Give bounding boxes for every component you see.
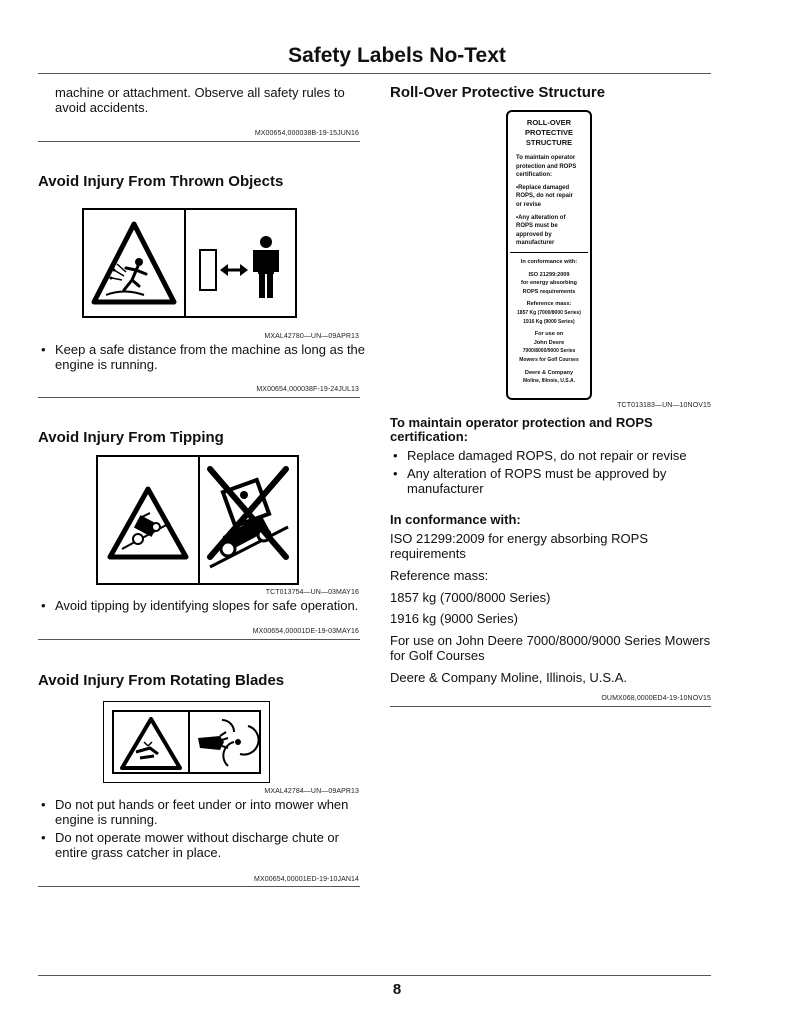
bullet-text: Do not put hands or feet under or into mower when xyxy=(55,797,349,812)
rotating-blades-inner-frame xyxy=(112,710,261,774)
rops-label-line: 1857 Kg (7000/8000 Series) xyxy=(517,309,581,316)
bullet-text: Do not operate mower without discharge chute or xyxy=(55,830,339,845)
rops-label-line: For use on xyxy=(534,331,564,338)
bullet-text: Avoid tipping by identifying slopes for safe operation. xyxy=(55,598,359,613)
rops-label-conformance xyxy=(510,258,588,386)
rops-label-divider xyxy=(510,252,588,253)
rollover-prohibited-icon xyxy=(200,457,296,582)
rotating-blades-ref-code: MX00654,00001ED-19-10JAN14 xyxy=(254,876,359,883)
warning-triangle-blades-icon xyxy=(114,712,188,774)
rotating-blades-bullet2-line1 xyxy=(41,830,339,845)
intro-text-line2: avoid accidents. xyxy=(55,100,149,115)
rops-label-line: or revise xyxy=(516,201,542,208)
intro-ref-code: MX00654,000038B-19-15JUN16 xyxy=(254,130,359,137)
rops-mass-7000-8000: 1857 kg (7000/8000 Series) xyxy=(390,590,551,605)
rops-label-line: 7000/8000/9000 Series xyxy=(522,348,576,355)
tipping-warning-panel xyxy=(98,457,200,583)
bullet-text: Keep a safe distance from the machine as long as the xyxy=(55,342,366,357)
thrown-objects-warning-panel xyxy=(84,210,186,316)
rops-use-line1: For use on John Deere 7000/8000/9000 Series Mowers xyxy=(390,633,711,648)
rops-label-line: 1916 Kg (9000 Series) xyxy=(523,318,575,325)
rops-heading: Roll-Over Protective Structure xyxy=(390,84,606,101)
rops-label-line: ROPS, do not repair xyxy=(516,193,574,200)
bullet-dot: • xyxy=(393,466,398,481)
rops-label-title xyxy=(516,118,582,148)
rops-label-line: ISO 21299:2009 xyxy=(528,271,570,278)
tipping-rollover-panel xyxy=(200,457,296,583)
thrown-objects-distance-panel xyxy=(186,210,294,316)
rops-reference-mass: Reference mass: xyxy=(390,568,489,583)
rops-label-line: certification: xyxy=(516,172,553,179)
tipping-bullet xyxy=(41,598,359,613)
intro-text-line1: machine or attachment. Observe all safety rules to xyxy=(55,85,345,100)
rops-bullet2-line2: manufacturer xyxy=(407,481,484,496)
rops-label-line: In conformance with: xyxy=(520,259,578,265)
warning-triangle-thrown-icon xyxy=(84,210,184,315)
rops-label-title-line1: ROLL-OVER xyxy=(526,118,572,127)
thrown-objects-image-ref: MXAL42780—UN—09APR13 xyxy=(264,333,359,340)
rotating-blades-image-ref: MXAL42784—UN—09APR13 xyxy=(264,788,359,795)
rops-bullet1 xyxy=(393,448,687,463)
bullet-text: Replace damaged ROPS, do not repair or revise xyxy=(407,448,687,463)
warning-triangle-tipping-icon xyxy=(98,457,198,582)
rops-label-line: To maintain operator xyxy=(516,155,576,161)
bullet-dot: • xyxy=(41,342,46,357)
title-rule xyxy=(38,73,711,74)
bullet-dot: • xyxy=(41,598,46,613)
rops-label-line: Deere & Company xyxy=(524,369,574,376)
intro-section-rule xyxy=(38,141,360,142)
rops-label-line: manufacturer xyxy=(516,240,555,247)
rops-section-rule xyxy=(390,706,711,707)
rops-company: Deere & Company Moline, Illinois, U.S.A. xyxy=(390,670,627,685)
rops-subhead-line1: To maintain operator protection and ROPS xyxy=(390,415,653,430)
rops-label-line: •Any alteration of xyxy=(516,214,566,221)
rops-label-line: •Replace damaged xyxy=(516,184,570,191)
rops-label-title-line3: STRUCTURE xyxy=(525,138,573,147)
footer-rule xyxy=(38,975,711,976)
rops-subhead-line2: certification: xyxy=(390,429,469,444)
page-number: 8 xyxy=(392,981,402,998)
rotating-blades-safety-label xyxy=(103,701,270,783)
rops-label xyxy=(506,110,592,400)
tipping-safety-label xyxy=(96,455,299,585)
rops-label-line: for energy absorbing xyxy=(521,280,577,287)
rops-ref-code: OUMX068,0000ED4-19-10NOV15 xyxy=(601,695,711,702)
bullet-dot: • xyxy=(41,797,46,812)
thrown-objects-bullet-line1 xyxy=(41,342,366,357)
rops-label-line: Moline, Illinois, U.S.A. xyxy=(523,378,575,385)
rops-use-line2: for Golf Courses xyxy=(390,648,485,663)
rops-iso-line1: ISO 21299:2009 for energy absorbing ROPS xyxy=(390,531,648,546)
rops-mass-9000: 1916 kg (9000 Series) xyxy=(390,611,518,626)
rops-label-line: ROPS must be xyxy=(516,223,558,230)
thrown-objects-heading: Avoid Injury From Thrown Objects xyxy=(38,173,284,190)
thrown-objects-ref-code: MX00654,000038F-19-24JUL13 xyxy=(256,386,359,393)
safe-distance-icon xyxy=(186,210,294,315)
rops-iso-line2: requirements xyxy=(390,546,466,561)
page-title: Safety Labels No-Text xyxy=(288,44,506,67)
rops-label-line: ROPS requirements xyxy=(522,288,576,295)
bullet-dot: • xyxy=(41,830,46,845)
tipping-section-rule xyxy=(38,639,360,640)
bullet-dot: • xyxy=(393,448,398,463)
blade-hand-hazard-icon xyxy=(190,712,260,774)
tipping-ref-code: MX00654,00001DE-19-03MAY16 xyxy=(252,628,359,635)
rotating-blades-bullet1-line2: engine is running. xyxy=(55,812,158,827)
rops-conformance-heading: In conformance with: xyxy=(390,512,521,527)
bullet-text: Any alteration of ROPS must be approved by xyxy=(407,466,667,481)
rotating-blades-hand-panel xyxy=(190,712,260,772)
rops-image-ref: TCT013183—UN—10NOV15 xyxy=(617,402,711,409)
rotating-blades-bullet2-line2: entire grass catcher in place. xyxy=(55,845,222,860)
rops-bullet2-line1 xyxy=(393,466,667,481)
rotating-blades-section-rule xyxy=(38,886,360,887)
thrown-objects-bullet-line2: engine is running. xyxy=(55,357,158,372)
rotating-blades-bullet1-line1 xyxy=(41,797,349,812)
tipping-image-ref: TCT013754—UN—03MAY16 xyxy=(265,589,359,596)
rops-label-instructions xyxy=(516,154,588,248)
rops-label-line: Mowers for Golf Courses xyxy=(519,356,579,363)
rops-label-title-line2: PROTECTIVE xyxy=(525,128,573,137)
rops-label-line: Reference mass: xyxy=(526,301,572,308)
rotating-blades-heading: Avoid Injury From Rotating Blades xyxy=(38,672,285,689)
thrown-objects-safety-label xyxy=(82,208,297,318)
rops-label-line: protection and ROPS xyxy=(516,163,577,170)
thrown-objects-section-rule xyxy=(38,397,360,398)
tipping-heading: Avoid Injury From Tipping xyxy=(38,429,224,446)
rotating-blades-warning-panel xyxy=(114,712,190,772)
rops-label-line: approved by xyxy=(516,231,552,238)
rops-label-line: John Deere xyxy=(533,339,565,346)
